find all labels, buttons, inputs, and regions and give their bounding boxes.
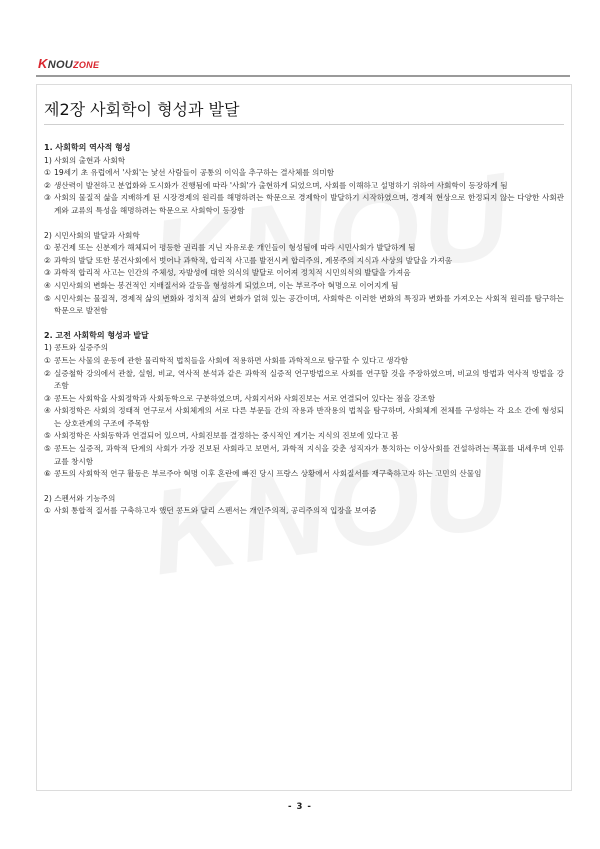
list-item (44, 468, 564, 481)
item-number: ① (44, 243, 51, 253)
list-item (44, 180, 564, 193)
item-number: ② (44, 368, 51, 378)
item-number: ① (44, 168, 51, 178)
section-heading: 1. 사회학의 역사적 형성 (44, 143, 131, 152)
item-text: 사회정학은 사회동학과 연결되어 있으며, 사회진보를 결정하는 중시적인 계기는 지식의 진보에 있다고 봄 (54, 431, 399, 441)
list-item (44, 355, 564, 368)
item-number: ① (44, 355, 51, 365)
item-number: ⑤ (44, 431, 51, 441)
list-item (44, 430, 564, 443)
list-item (44, 368, 564, 393)
item-text: 콩트는 사회학을 사회정학과 사회동학으로 구분하였으며, 사회지서와 사회진보는 서로 연결되어 있다는 점을 강조함 (54, 393, 436, 403)
list-item (44, 280, 564, 293)
item-text: 시민사회는 물질적, 경제적 삶의 변화와 정치적 삶의 변화가 얽혀 있는 공간이며, 사회학은 이러한 변화의 특징과 변화를 가져오는 사회적 원리를 탐구하는 학문으로 발전함 (54, 293, 564, 316)
header-rule (36, 75, 570, 77)
list-item (44, 505, 564, 518)
item-text: 생산력이 발전하고 분업화와 도시화가 진행됨에 따라 '사회'가 출현하게 되었으며, 사회를 이해하고 설명하기 위하여 사회학이 등장하게 됨 (54, 180, 508, 190)
item-text: 19세기 초 유럽에서 '사회'는 낯선 사람들이 공통의 이익을 추구하는 결사체를 의미함 (54, 168, 335, 178)
item-text: 과학의 발달 또한 봉건사회에서 벗어나 과학적, 합리적 사고를 발전시켜 합리주의, 계몽주의 지식과 사상의 발달을 가져옴 (54, 255, 453, 265)
item-number: ② (44, 255, 51, 265)
item-number: ② (44, 180, 51, 190)
list-item (44, 393, 564, 406)
list-item (44, 443, 564, 468)
list-item (44, 267, 564, 280)
knouzone-logo: KNOUZONE (38, 56, 100, 71)
item-number: ⑤ (44, 444, 51, 454)
item-text: 콩트는 사물의 운동에 관한 물리학적 법칙들을 사회에 적용하면 사회를 과학적으로 탐구할 수 있다고 생각함 (54, 355, 409, 365)
list-item (44, 293, 564, 318)
item-text: 사회정학은 사회의 정태적 연구로서 사회체계의 서로 다른 부문들 간의 작용과 반작용의 법칙을 탐구하며, 사회체계 전체를 구성하는 각 요소 간에 형성되는 상호관계의 구조에 주목함 (54, 406, 564, 428)
page-number: - 3 - (288, 802, 312, 812)
subsection-label: 2) 스펜서와 기능주의 (44, 493, 116, 503)
item-number: ⑤ (44, 293, 51, 303)
item-number: ③ (44, 193, 51, 203)
list-item (44, 255, 564, 268)
item-number: ④ (44, 406, 51, 416)
item-text: 봉건제 또는 신분제가 해체되어 평등한 권리를 지닌 자유로운 개인들이 형성됨에 따라 시민사회가 발달하게 됨 (54, 243, 416, 253)
subsection-label: 1) 콩트와 실증주의 (44, 343, 108, 353)
item-text: 시민사회의 변화는 봉건적인 지배질서와 갈등을 형성하게 되었으며, 이는 부르주아 혁명으로 이어지게 됨 (54, 280, 399, 290)
document-body (44, 142, 564, 518)
item-number: ③ (44, 268, 51, 278)
section-heading: 2. 고전 사회학의 형성과 발달 (44, 330, 149, 340)
item-text: 콩트의 사회학적 연구 활동은 부르주아 혁명 이후 혼란에 빠진 당시 프랑스 상황에서 사회질서를 재구축하고자 하는 고민의 산물임 (54, 469, 482, 479)
subsection-label: 2) 시민사회의 발달과 사회학 (44, 230, 140, 240)
item-number: ⑥ (44, 469, 51, 479)
item-text: 사회의 물질적 삶을 지배하게 된 시장경제의 원리를 해명하려는 학문으로 경제학이 발달하기 시작하였으며, 경제적 현상으로 한정되지 않는 다양한 사회관계와 교류의 특성을 해명하려는 학문으로 사회학이 등장함 (54, 193, 564, 215)
item-text: 실증철학 강의에서 관찰, 실험, 비교, 역사적 분석과 같은 과학적 실증적 연구방법으로 사회를 연구할 것을 주장하였으며, 비교의 방법과 역사적 방법을 강조함 (54, 368, 564, 391)
item-number: ③ (44, 393, 51, 403)
item-number: ① (44, 506, 51, 516)
list-item (44, 242, 564, 255)
item-text: 사회 통합적 질서를 구축하고자 했던 콩트와 달리 스펜서는 개인주의적, 공리주의적 입장을 보여줌 (54, 506, 377, 516)
item-text: 과학적 합리적 사고는 인간의 주체성, 자발성에 대한 의식의 발달로 이어져 정치적 시민의식의 발달을 가져옴 (54, 268, 411, 278)
list-item (44, 167, 564, 180)
list-item (44, 405, 564, 430)
item-text: 콩트는 실증적, 과학적 단계의 사회가 가장 진보된 사회라고 보면서, 과학적 지식을 갖춘 성직자가 통치하는 이상사회를 건설하려는 목표를 내세우며 인류교를 창시함 (54, 444, 564, 466)
item-number: ④ (44, 280, 51, 290)
chapter-title: 제2장 사회학이 형성과 발달 (44, 100, 240, 119)
subsection-label: 1) 사회의 출현과 사회학 (44, 155, 126, 165)
title-rule (44, 124, 564, 125)
list-item (44, 192, 564, 217)
